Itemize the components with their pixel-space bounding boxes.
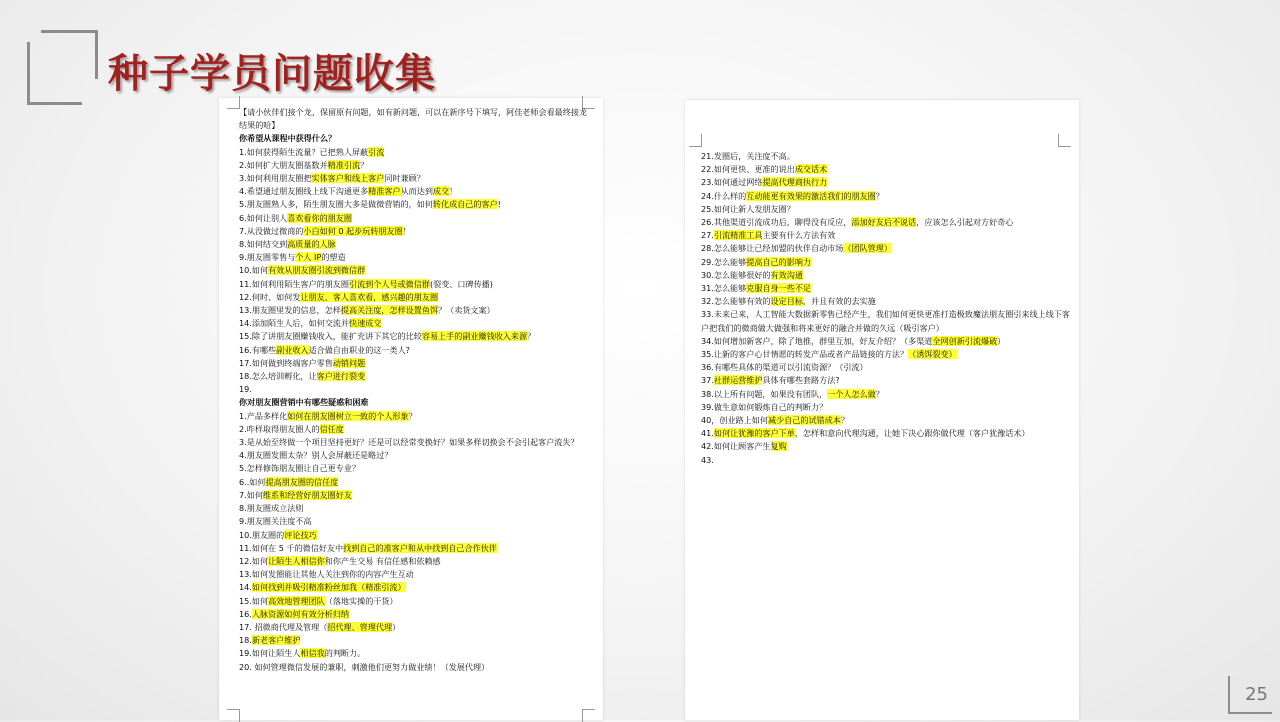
highlighted-text: 如何找到并吸引精准粉丝加我（精准引流） xyxy=(251,582,406,593)
question-line xyxy=(239,198,595,211)
line-text: （落地实操的干货） xyxy=(324,595,398,606)
title-corner-decoration xyxy=(27,30,99,104)
highlighted-text: 全网创新引流爆破 xyxy=(932,335,998,346)
line-text: 18.怎么培训孵化，让 xyxy=(239,371,317,382)
right-page-text xyxy=(701,150,1075,467)
highlighted-text: 引流精准工具 xyxy=(713,230,763,241)
question-line xyxy=(701,414,1075,427)
question-line xyxy=(701,335,1075,348)
line-text: 28.怎么能够让已经加盟的伙伴自动市场 xyxy=(701,243,844,254)
line-text: 30.怎么能够很好的 xyxy=(701,269,771,280)
question-line xyxy=(239,542,595,555)
line-text: 6..如何 xyxy=(239,476,266,487)
question-line xyxy=(701,163,1075,176)
question-line xyxy=(239,291,595,304)
line-text: 8.如何结交到 xyxy=(239,239,288,250)
question-line xyxy=(239,238,595,251)
line-text: 【请小伙伴们接个龙，保留原有问题，如有新问题，可以在新序号下填写，阿佳老师会看最终接龙结果的哈】 xyxy=(239,107,588,131)
document-page-left xyxy=(219,98,603,720)
question-line xyxy=(701,308,1075,334)
line-text: 和你产生交易 有信任感和依赖感 xyxy=(324,555,441,566)
highlighted-text: 招代理、管理代理 xyxy=(327,621,393,632)
line-text: 43. xyxy=(701,454,714,465)
question-line xyxy=(239,106,595,132)
line-text: 38.以上所有问题，如果没有团队， xyxy=(701,388,828,399)
document-page-right xyxy=(685,100,1079,720)
line-text: 22.如何更快、更准的说出 xyxy=(701,164,795,175)
line-text: 3.是从始至终做一个项目坚持更好？还是可以经常变换好？如果多样切换会不会引起客户流失？ xyxy=(239,437,579,448)
question-line xyxy=(239,595,595,608)
question-line xyxy=(701,216,1075,229)
highlighted-text: 小白如何 0 起步玩转朋友圈 xyxy=(303,225,403,236)
highlighted-text: 相信我 xyxy=(300,648,325,659)
line-text: 15.如何 xyxy=(239,595,269,606)
highlighted-text: 互动能更有效果的激活我们的朋友圈 xyxy=(746,190,876,201)
crop-mark-icon xyxy=(582,709,595,722)
line-text: 13.朋友圈里发的信息，怎样 xyxy=(239,305,341,316)
question-line xyxy=(701,401,1075,414)
question-line xyxy=(239,410,595,423)
highlighted-text: 添加好友后不说话 xyxy=(851,217,917,228)
line-text: 具体有哪些套路方法? xyxy=(762,375,840,386)
highlighted-text: （诱饵裂变） xyxy=(908,349,957,360)
highlighted-text: 克服自身一些不足 xyxy=(746,283,812,294)
line-text: 33.未来已来，人工智能大数据新零售已经产生，我们如何更快更准打造极致魔法朋友圈引来线上线下客户把我们的微商做大做强和将来更好的融合并做的久远（吸引客户） xyxy=(701,309,1071,333)
highlighted-text: 信任度 xyxy=(319,423,344,434)
question-line xyxy=(701,388,1075,401)
highlighted-text: 提高朋友圈的信任度 xyxy=(265,476,339,487)
line-text: 的判断力。 xyxy=(324,648,366,659)
highlighted-text: 找到自己的准客户和从中找到自己合作伙伴 xyxy=(343,542,497,553)
line-text: 36.有哪些具体的渠道可以引流资源？（引流） xyxy=(701,362,868,373)
page-number: 25 xyxy=(1228,676,1272,714)
line-text: ？ xyxy=(875,190,884,201)
line-text: 32.怎么能够有效的 xyxy=(701,296,771,307)
line-text: 4.希望通过朋友圈线上线下沟通更多 xyxy=(239,186,369,197)
highlighted-text: 新老客户维护 xyxy=(251,635,301,646)
question-line xyxy=(239,225,595,238)
line-text: 14.添加陌生人后，如何交流并 xyxy=(239,318,349,329)
line-text: 39.做生意如何锻炼自己的判断力？ xyxy=(701,401,828,412)
highlighted-text: 提高关注度，怎样设置鱼饵 xyxy=(340,305,439,316)
question-line xyxy=(239,146,595,159)
question-line xyxy=(239,647,595,660)
line-text: 12.何时、如何发 xyxy=(239,291,301,302)
line-text: 的塑造 xyxy=(321,252,346,263)
line-text: 适合做自由职业的这一类人? xyxy=(308,344,410,355)
highlighted-text: 快速成交 xyxy=(349,318,382,329)
question-line xyxy=(239,502,595,515)
line-text: 40，创业路上如何 xyxy=(701,415,768,426)
highlighted-text: 维系和经营好朋友圈好友 xyxy=(262,489,352,500)
question-line xyxy=(239,608,595,621)
question-line xyxy=(239,476,595,489)
question-line xyxy=(701,427,1075,440)
line-text: 26.其他渠道引流成功后，聊得没有反应， xyxy=(701,217,852,228)
line-text: 25.如何让新人发朋友圈？ xyxy=(701,203,795,214)
line-text: 21.发圈后，关注度不高。 xyxy=(701,151,795,161)
line-text: 你对朋友圈营销中有哪些疑惑和困难 xyxy=(239,397,369,408)
line-text: ） xyxy=(392,621,401,632)
highlighted-text: 社群运营维护 xyxy=(713,375,763,386)
highlighted-text: 引流 xyxy=(368,146,385,157)
line-text: 19.如何让陌生人 xyxy=(239,648,301,659)
question-line xyxy=(701,374,1075,387)
highlighted-text: 个人 IP xyxy=(295,252,322,263)
question-line xyxy=(239,317,595,330)
line-text: 9.朋友圈零售与 xyxy=(239,252,296,263)
line-text: 8.朋友圈成立法则 xyxy=(239,503,304,514)
line-text: 9.朋友圈关注度不高 xyxy=(239,516,312,527)
line-text: 27. xyxy=(701,230,714,241)
highlighted-text: 实体客户和线上客户 xyxy=(311,173,385,184)
highlighted-text: 让朋友、客人喜欢看，感兴趣的朋友圈 xyxy=(300,291,439,302)
line-text: 11.如何在 5 千的微信好友中 xyxy=(239,542,344,553)
line-text: ） xyxy=(997,335,1006,346)
line-text: ，并且有效的去实施 xyxy=(802,296,876,307)
line-text: 34.如何增加新客户，除了地推，群里互加，好友介绍？（多渠道 xyxy=(701,335,933,346)
line-text: 35.让新的客户心甘情愿的转发产品或者产品链接的方法？ xyxy=(701,349,909,360)
question-line xyxy=(701,282,1075,295)
highlighted-text: 动销问题 xyxy=(332,357,366,368)
line-text: ，应该怎么引起对方好奇心 xyxy=(916,217,1014,228)
question-line xyxy=(701,440,1075,453)
highlighted-text: 成交 xyxy=(432,186,450,197)
line-text: 5.怎样修饰朋友圈让自己更专业？ xyxy=(239,463,361,474)
line-text: 16. xyxy=(239,608,252,619)
line-text: 主要有什么方法有效 xyxy=(762,230,836,241)
question-line xyxy=(701,269,1075,282)
question-line xyxy=(239,264,595,277)
question-line xyxy=(239,436,595,449)
line-text: 15.除了讲朋友圈赚钱收入，能扩充讲下其它的比较 xyxy=(239,331,422,342)
line-text: 从而达到 xyxy=(400,186,433,197)
question-line xyxy=(239,172,595,185)
highlighted-text: 如何让犹豫的客户下单 xyxy=(713,428,795,439)
question-line xyxy=(239,383,595,396)
question-line xyxy=(239,661,595,674)
question-line xyxy=(239,330,595,343)
question-line xyxy=(239,344,595,357)
line-text: 19. xyxy=(239,384,252,395)
line-text: ？ xyxy=(408,410,417,421)
line-text: 18. xyxy=(239,635,252,646)
line-text: 12.如何 xyxy=(239,555,269,566)
line-text: 5.朋友圈熟人多，陌生朋友圈大多是做微营销的，如何 xyxy=(239,199,433,210)
question-line xyxy=(239,304,595,317)
question-line xyxy=(239,529,595,542)
question-line xyxy=(701,256,1075,269)
highlighted-text: 如何在朋友圈树立一致的个人形象 xyxy=(287,410,409,421)
line-text: ？ xyxy=(840,415,849,426)
section-heading xyxy=(239,396,595,409)
highlighted-text: 喜欢看你的朋友圈 xyxy=(287,212,352,223)
highlighted-text: 有效沟通 xyxy=(770,269,803,280)
line-text: 你希望从课程中获得什么？ xyxy=(239,133,337,144)
question-line xyxy=(239,568,595,581)
highlighted-text: 复购 xyxy=(770,441,787,452)
line-text: 2.如何扩大朋友圈基数并 xyxy=(239,159,328,170)
line-text: 41. xyxy=(701,428,714,439)
highlighted-text: 客户进行裂变 xyxy=(316,371,366,382)
line-text: 10.如何 xyxy=(239,265,269,276)
question-line xyxy=(239,423,595,436)
crop-mark-icon xyxy=(1058,134,1071,147)
question-line xyxy=(239,555,595,568)
question-line xyxy=(239,159,595,172)
crop-mark-icon xyxy=(227,709,240,722)
line-text: 4.朋友圈发圈太杂？别人会屏蔽还是略过？ xyxy=(239,450,393,461)
question-line xyxy=(239,449,595,462)
line-text: 1.产品多样化 xyxy=(239,410,288,421)
highlighted-text: 容易上手的副业赚钱收入来源 xyxy=(421,331,528,342)
highlighted-text: 人脉资源如何有效分析归纳 xyxy=(251,608,350,619)
left-page-text xyxy=(239,106,595,674)
question-line xyxy=(701,348,1075,361)
crop-mark-icon xyxy=(689,134,702,147)
question-line xyxy=(239,185,595,198)
question-line xyxy=(239,278,595,291)
line-text: 3.如何利用朋友圈把 xyxy=(239,173,312,184)
question-line xyxy=(701,454,1075,467)
line-text: 7.如何 xyxy=(239,489,263,500)
line-text: 2.咋样取得朋友圈人的 xyxy=(239,423,320,434)
highlighted-text: 提高自己的影响力 xyxy=(746,256,812,267)
question-line xyxy=(701,176,1075,189)
slide-title: 种子学员问题收集 xyxy=(108,51,436,97)
line-text: ！ xyxy=(449,186,458,197)
highlighted-text: 引流到个人号或微信群 xyxy=(349,278,430,289)
line-text: 17.如何做到终端客户零售 xyxy=(239,357,333,368)
question-line xyxy=(701,190,1075,203)
highlighted-text: 一个人怎么做 xyxy=(827,388,876,399)
question-line xyxy=(701,229,1075,242)
line-text: 23.如何通过网络 xyxy=(701,177,763,188)
line-text: 7.从没做过微商的 xyxy=(239,225,304,236)
line-text: 6.如何让别人 xyxy=(239,212,288,223)
line-text: ？ xyxy=(875,388,884,399)
line-text: 20. 如何管理微信发展的兼职，刺激他们更努力做业绩！（发展代理） xyxy=(239,661,490,672)
question-line xyxy=(239,357,595,370)
line-text: ！ xyxy=(402,225,411,236)
highlighted-text: 精准客户 xyxy=(368,186,401,197)
highlighted-text: （团队管理） xyxy=(843,243,892,254)
line-text: ？ xyxy=(527,331,536,342)
line-text: 16.有哪些 xyxy=(239,344,277,355)
line-text: 同时兼顾？ xyxy=(384,173,425,184)
line-text: (裂变、口碑传播) xyxy=(429,278,493,289)
question-line xyxy=(239,489,595,502)
question-line xyxy=(239,462,595,475)
question-line xyxy=(701,242,1075,255)
line-text: 31.怎么能够 xyxy=(701,283,747,294)
section-heading xyxy=(239,132,595,145)
highlighted-text: 转化成自己的客户 xyxy=(432,199,498,210)
question-line xyxy=(239,581,595,594)
line-text: 37. xyxy=(701,375,714,386)
line-text: 29.怎么能够 xyxy=(701,256,747,267)
question-line xyxy=(239,251,595,264)
question-line xyxy=(239,634,595,647)
question-line xyxy=(701,361,1075,374)
highlighted-text: 高质量的人脉 xyxy=(287,239,336,250)
question-line xyxy=(239,212,595,225)
highlighted-text: 有效从朋友圈引流到微信群 xyxy=(268,265,366,276)
line-text: 1.如何获得陌生流量？已把熟人屏蔽 xyxy=(239,146,369,157)
question-line xyxy=(701,295,1075,308)
highlighted-text: 副业收入 xyxy=(276,344,309,355)
line-text: 10.朋友圈的 xyxy=(239,529,285,540)
question-line xyxy=(701,203,1075,216)
line-text: ，怎样和意向代理沟通，让她下决心跟你做代理（客户犹豫话术） xyxy=(794,428,1030,439)
line-text: ？（卖货文案） xyxy=(438,305,495,316)
highlighted-text: 提高代理商执行力 xyxy=(762,177,828,188)
highlighted-text: 成交话术 xyxy=(794,164,828,175)
highlighted-text: 设定目标 xyxy=(770,296,803,307)
line-text: ! xyxy=(497,199,501,210)
line-text: 42.如何让顾客产生 xyxy=(701,441,771,452)
highlighted-text: 精准引流 xyxy=(327,159,361,170)
question-line xyxy=(239,621,595,634)
question-line xyxy=(239,515,595,528)
highlighted-text: 减少自己的试错成本 xyxy=(767,415,841,426)
highlighted-text: 让陌生人相信你 xyxy=(268,555,325,566)
line-text: 11.如何利用陌生客户的朋友圈 xyxy=(239,278,349,289)
question-line xyxy=(239,370,595,383)
question-line xyxy=(701,150,1075,163)
highlighted-text: 高效地管理团队 xyxy=(268,595,325,606)
line-text: 17. 招微商代理及管理（ xyxy=(239,621,328,632)
line-text: 24.什么样的 xyxy=(701,190,747,201)
line-text: 14. xyxy=(239,582,252,593)
line-text: 13.如何发圈能让其他人关注到你的内容产生互动 xyxy=(239,569,414,580)
highlighted-text: 评论技巧 xyxy=(284,529,317,540)
line-text: ？ xyxy=(360,159,369,170)
